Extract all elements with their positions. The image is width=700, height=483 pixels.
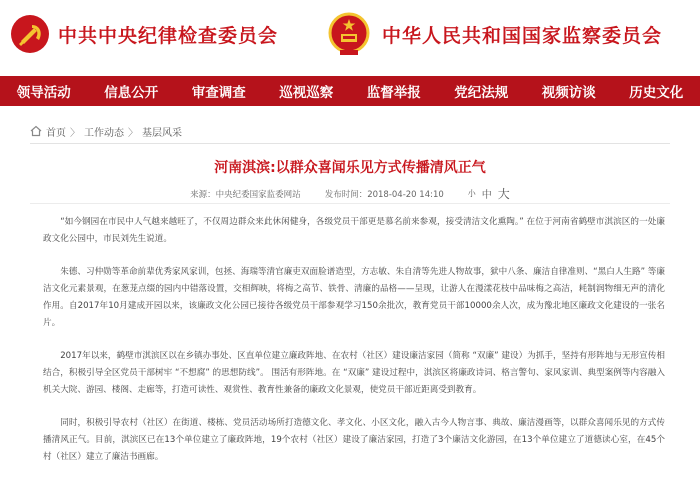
main-nav: [0, 76, 700, 106]
article-body: [43, 214, 665, 482]
nav-item-leadership[interactable]: 领导活动: [16, 85, 71, 101]
nav-item-video[interactable]: 视频访谈: [541, 85, 596, 101]
breadcrumb-divider: [30, 143, 670, 144]
nav-item-investigation[interactable]: 审查调查: [191, 85, 246, 101]
article-paragraph: 2017年以来，鹤壁市淇滨区以在乡镇办事处、区直单位建立廉政阵地、在农村（社区）建设廉洁家园（简称 “双廉” 建设）为抓手，坚持有形阵地与无形宣传相结合，积极引导全区党员干部树牢 “不想腐” 的思想防线”。 围活有形阵地。在 “双廉” 建设过程中，淇滨区将廉政诗词、格言警句、家风家训、典型案例等内容融入机关大院、游园、楼阁、走廊等，打造可读性、观赏性、教育性兼备的廉政文化景观，使党员干部近距离受到教育。: [43, 350, 665, 396]
breadcrumb-grassroots-link[interactable]: 基层风采: [142, 127, 182, 139]
home-icon: [30, 125, 42, 137]
article-paragraph: “如今钢园在市民中人气越来越旺了，不仅周边群众来此休闲健身，各级党员干部更是慕名前来参观，接受清洁文化熏陶。” 在位于河南省鹤壁市淇滨区的一处廉政文化公园中，市民刘先生说道。: [43, 217, 665, 245]
nav-item-history-culture[interactable]: 历史文化: [629, 85, 684, 101]
font-size-small-button[interactable]: 小: [467, 189, 476, 198]
nav-item-regulations[interactable]: 党纪法规: [454, 85, 509, 101]
article-title: 河南淇滨:以群众喜闻乐见方式传播清风正气: [214, 160, 486, 176]
breadcrumb-home-link[interactable]: 首页: [46, 127, 66, 139]
nav-item-inspection[interactable]: 巡视巡察: [279, 85, 334, 101]
breadcrumb: [30, 124, 182, 138]
nav-item-report[interactable]: 监督举报: [366, 85, 421, 101]
site-header: [0, 0, 700, 76]
ccdi-logo-link[interactable]: [10, 14, 278, 54]
nav-item-info-disclosure[interactable]: 信息公开: [104, 85, 159, 101]
font-size-medium-button[interactable]: 中: [481, 190, 492, 201]
article-paragraph: 同时，积极引导农村（社区）在街道、楼栋、党员活动场所打造德文化、孝文化、小区文化，融入古今人物言事、典故、廉洁漫画等，以群众喜闻乐见的方式传播清风正气。目前，淇滨区已在13个单位建立了廉政阵地，19个农村（社区）建设了廉洁家园，打造了3个廉洁文化游园，在13个单位建立了道德读心室，在45个村（社区）建立了廉洁书画廊。: [43, 417, 665, 463]
breadcrumb-separator: 〉: [128, 127, 138, 139]
article-meta: [0, 185, 700, 202]
article-publish-time: 发布时间：2018-04-20 14:10: [324, 189, 444, 200]
party-emblem-icon: [10, 14, 50, 54]
nsc-org-name: 中华人民共和国国家监察委员会: [382, 24, 663, 47]
article-paragraph: 朱德、习仲勋等革命前辈优秀家风家训，包拯、海瑞等清官廉吏双面脸谱造型，方志敏、朱自清等先进人物故事，狱中八条、廉洁自律准则、“黑白人生路” 等廉洁文化元素景观，在葱茏点缀的园内中错落设置，交相辉映，将梅之高节、铁骨、清廉的品格——呈现，让游人在漫漾花枝中品味梅之高洁，耗制润物细无声的清化作用。自2017年10月建成开园以来，该廉政文化公园已接待各级党员干部参观学习150余批次，教育党员干部10000余人次，成为豫北地区廉政文化建设的一张名片。: [43, 266, 665, 329]
national-emblem-icon: [328, 12, 370, 56]
article-source: 来源：中央纪委国家监委网站: [190, 189, 301, 200]
font-size-control: [468, 185, 510, 202]
nsc-logo-link[interactable]: [328, 12, 662, 56]
breadcrumb-work-news-link[interactable]: 工作动态: [84, 127, 124, 139]
breadcrumb-separator: 〉: [70, 127, 80, 139]
ccdi-org-name: 中共中央纪律检查委员会: [58, 24, 279, 47]
meta-divider: [30, 203, 670, 204]
font-size-large-button[interactable]: 大: [497, 187, 510, 201]
